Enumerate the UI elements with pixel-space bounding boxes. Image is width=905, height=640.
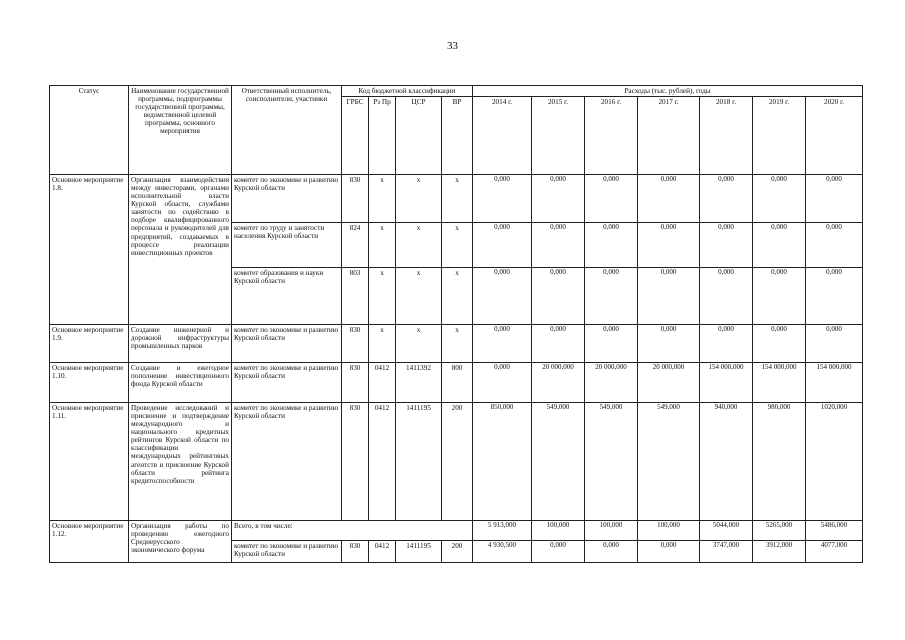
responsible-cell: комитет по труду и занятости населения Курской области <box>232 223 342 268</box>
value-cell: 549,000 <box>638 403 700 521</box>
header-year: 2019 г. <box>753 97 806 175</box>
status-cell: Основное мероприятие 1.9. <box>50 325 129 363</box>
vr-cell: 200 <box>442 403 473 521</box>
value-cell: 20 000,000 <box>638 363 700 403</box>
csr-cell: х <box>396 268 442 325</box>
value-cell: 0,000 <box>806 175 863 223</box>
name-cell: Создание инженерной и дорожной инфраструктуры промышленных парков <box>129 325 232 363</box>
value-cell: 154 000,000 <box>753 363 806 403</box>
grbs-cell: 803 <box>342 268 369 325</box>
value-cell: 20 000,000 <box>585 363 638 403</box>
csr-cell: х <box>396 175 442 223</box>
status-cell: Основное мероприятие 1.8. <box>50 175 129 325</box>
value-cell: 0,000 <box>532 223 585 268</box>
value-cell: 0,000 <box>532 325 585 363</box>
vr-cell: х <box>442 268 473 325</box>
budget-table <box>49 85 863 563</box>
value-cell: 0,000 <box>638 175 700 223</box>
header-status: Статус <box>50 86 129 175</box>
value-cell: 0,000 <box>700 223 753 268</box>
value-cell: 0,000 <box>753 268 806 325</box>
table-row <box>50 325 863 363</box>
value-cell: 0,000 <box>532 175 585 223</box>
value-cell: 4 930,500 <box>473 541 532 563</box>
total-value-cell: 100,000 <box>532 521 585 541</box>
value-cell: 0,000 <box>700 325 753 363</box>
value-cell: 0,000 <box>473 175 532 223</box>
responsible-cell: комитет по экономике и развитию Курской области <box>232 541 342 563</box>
value-cell: 154 000,000 <box>700 363 753 403</box>
value-cell: 0,000 <box>532 541 585 563</box>
header-year: 2014 г. <box>473 97 532 175</box>
vr-cell: х <box>442 223 473 268</box>
grbs-cell: 830 <box>342 175 369 223</box>
total-label-cell: Всего, в том числе: <box>232 521 473 541</box>
total-value-cell: 5 913,000 <box>473 521 532 541</box>
value-cell: 4077,000 <box>806 541 863 563</box>
header-responsible: Ответственный исполнитель, соисполнители, участники <box>232 86 342 175</box>
value-cell: 0,000 <box>473 268 532 325</box>
rzpr-cell: х <box>369 223 396 268</box>
status-cell: Основное мероприятие 1.12. <box>50 521 129 563</box>
value-cell: 0,000 <box>473 223 532 268</box>
csr-cell: х <box>396 325 442 363</box>
header-year: 2017 г. <box>638 97 700 175</box>
status-cell: Основное мероприятие 1.10. <box>50 363 129 403</box>
value-cell: 0,000 <box>585 175 638 223</box>
grbs-cell: 830 <box>342 541 369 563</box>
header-year: 2018 г. <box>700 97 753 175</box>
rzpr-cell: 0412 <box>369 403 396 521</box>
value-cell: 0,000 <box>585 223 638 268</box>
total-value-cell: 5486,000 <box>806 521 863 541</box>
value-cell: 0,000 <box>585 325 638 363</box>
total-value-cell: 100,000 <box>585 521 638 541</box>
table-row <box>50 363 863 403</box>
header-year: 2016 г. <box>585 97 638 175</box>
rzpr-cell: х <box>369 325 396 363</box>
table-row <box>50 403 863 521</box>
header-year: 2015 г. <box>532 97 585 175</box>
csr-cell: 1411195 <box>396 541 442 563</box>
value-cell: 0,000 <box>806 325 863 363</box>
value-cell: 0,000 <box>806 268 863 325</box>
vr-cell: 200 <box>442 541 473 563</box>
header-expenses: Расходы (тыс. рублей), годы <box>473 86 863 97</box>
value-cell: 0,000 <box>753 325 806 363</box>
value-cell: 154 000,000 <box>806 363 863 403</box>
responsible-cell: комитет образования и науки Курской области <box>232 268 342 325</box>
rzpr-cell: х <box>369 268 396 325</box>
total-value-cell: 100,000 <box>638 521 700 541</box>
total-value-cell: 5044,000 <box>700 521 753 541</box>
value-cell: 0,000 <box>473 363 532 403</box>
rzpr-cell: х <box>369 175 396 223</box>
table-row <box>50 175 863 223</box>
rzpr-cell: 0412 <box>369 541 396 563</box>
status-cell: Основное мероприятие 1.11. <box>50 403 129 521</box>
value-cell: 20 000,000 <box>532 363 585 403</box>
value-cell: 0,000 <box>585 268 638 325</box>
header-grbs: ГРБС <box>342 97 369 175</box>
value-cell: 0,000 <box>753 223 806 268</box>
name-cell: Организация работы по проведению ежегодного Среднерусского экономического форума <box>129 521 232 563</box>
header-row-top <box>50 86 863 97</box>
value-cell: 0,000 <box>806 223 863 268</box>
responsible-cell: комитет по экономике и развитию Курской области <box>232 175 342 223</box>
grbs-cell: 830 <box>342 403 369 521</box>
grbs-cell: 830 <box>342 325 369 363</box>
value-cell: 0,000 <box>638 541 700 563</box>
name-cell: Организация взаимодействия между инвесторами, органами исполнительной власти Курской области, службами занятости по содействию в подборе квалифицированного персонала и руководителей для предприятий, создаваемых в процессе реализации инвестиционных проектов <box>129 175 232 325</box>
value-cell: 850,000 <box>473 403 532 521</box>
responsible-cell: комитет по экономике и развитию Курской области <box>232 325 342 363</box>
value-cell: 940,000 <box>700 403 753 521</box>
header-rzpr: Рз Пр <box>369 97 396 175</box>
value-cell: 0,000 <box>585 541 638 563</box>
header-vr: ВР <box>442 97 473 175</box>
header-csr: ЦСР <box>396 97 442 175</box>
rzpr-cell: 0412 <box>369 363 396 403</box>
value-cell: 0,000 <box>638 223 700 268</box>
vr-cell: х <box>442 325 473 363</box>
header-name: Наименование государственной программы, подпрограммы государственной программы, ведомственной целевой программы, основного мероприятия <box>129 86 232 175</box>
name-cell: Создание и ежегодное пополнение инвестиционного фонда Курской области <box>129 363 232 403</box>
value-cell: 0,000 <box>532 268 585 325</box>
value-cell: 980,000 <box>753 403 806 521</box>
csr-cell: 1411195 <box>396 403 442 521</box>
value-cell: 549,000 <box>585 403 638 521</box>
page-number: 33 <box>447 40 458 52</box>
responsible-cell: комитет по экономике и развитию Курской области <box>232 403 342 521</box>
grbs-cell: 830 <box>342 363 369 403</box>
value-cell: 3747,000 <box>700 541 753 563</box>
value-cell: 0,000 <box>753 175 806 223</box>
header-budget-code: Код бюджетной классификации <box>342 86 473 97</box>
csr-cell: х <box>396 223 442 268</box>
value-cell: 0,000 <box>700 268 753 325</box>
value-cell: 3912,000 <box>753 541 806 563</box>
csr-cell: 1411392 <box>396 363 442 403</box>
value-cell: 0,000 <box>638 268 700 325</box>
header-year: 2020 г. <box>806 97 863 175</box>
table-row <box>50 521 863 541</box>
responsible-cell: комитет по экономике и развитию Курской области <box>232 363 342 403</box>
total-value-cell: 5265,000 <box>753 521 806 541</box>
value-cell: 0,000 <box>638 325 700 363</box>
value-cell: 0,000 <box>700 175 753 223</box>
vr-cell: 800 <box>442 363 473 403</box>
grbs-cell: 824 <box>342 223 369 268</box>
value-cell: 549,000 <box>532 403 585 521</box>
value-cell: 1020,000 <box>806 403 863 521</box>
name-cell: Проведение исследований и присвоение и подтверждение международного и национального кредитных рейтингов Курской области по классификации международных рейтинговых агентств и присвоение Курской области рейтинга кредитоспособности <box>129 403 232 521</box>
vr-cell: х <box>442 175 473 223</box>
value-cell: 0,000 <box>473 325 532 363</box>
